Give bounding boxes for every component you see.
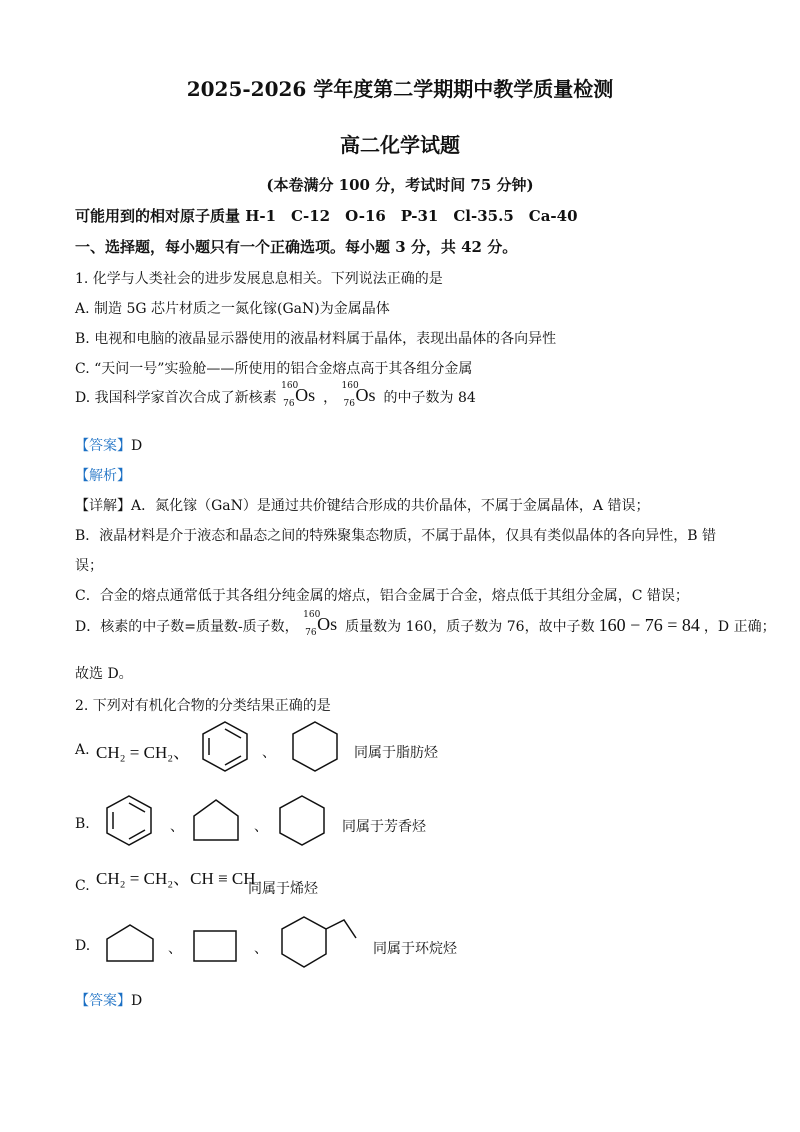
detail-d-suffix: ，D 正确； (703, 619, 776, 635)
section-heading: 一、选择题，每小题只有一个正确选项。每小题 3 分，共 42 分。 (75, 238, 518, 256)
detail-d-prefix: D．核素的中子数=质量数-质子数， (75, 619, 299, 635)
q2-option-d-separator: 、 (254, 941, 268, 957)
q2-option-d-separator: 、 (168, 941, 182, 957)
q2-option-c-label: C. (75, 878, 90, 894)
exam-subject: 高二化学试题 (340, 133, 460, 157)
answer-value: D (131, 993, 143, 1009)
benzene-structure (103, 793, 155, 847)
q1-option-c: C. “天问一号”实验舱——所使用的铝合金熔点高于其各组分金属 (75, 361, 473, 377)
alkene-alkyne-formulas: CH₂ = CH₂、CH ≡ CH (96, 869, 256, 888)
atomic-masses: 可能用到的相对原子质量 H-1 C-12 O-16 P-31 Cl-35.5 Ca-40 (75, 207, 578, 225)
q1-option-d-prefix: D. 我国科学家首次合成了新核素 (75, 390, 277, 406)
q1-detail-a (75, 495, 649, 515)
q1-option-d (75, 381, 476, 411)
nuclide-mass: 160 (303, 610, 321, 620)
q2-option-a-text: 同属于脂肪烃 (354, 745, 438, 761)
detail-a-text: A．氮化镓（GaN）是通过共价键结合形成的共价晶体，不属于金属晶体，A 错误； (131, 498, 650, 514)
q2-option-b-text: 同属于芳香烃 (342, 819, 426, 835)
cyclohexane-structure (289, 719, 341, 773)
ethene-formula: CH₂ = CH₂、 (96, 743, 191, 762)
analysis-label: 【解析】 (75, 468, 131, 484)
answer-label: 【答案】 (75, 438, 131, 454)
cyclopentane-structure (192, 797, 242, 843)
nuclide-symbol: Os (317, 614, 338, 634)
nuclide-number: 76 (343, 399, 355, 409)
q1-conclusion: 故选 D。 (75, 666, 133, 682)
nuclide-mass: 160 (341, 381, 359, 391)
q2-option-b-separator: 、 (254, 819, 268, 835)
q2-answer (75, 990, 142, 1010)
q2-stem: 2. 下列对有机化合物的分类结果正确的是 (75, 698, 331, 714)
q2-option-c-text: 同属于烯烃 (248, 881, 318, 897)
nuclide-os (303, 610, 345, 640)
nuclide-symbol: Os (295, 385, 316, 405)
neutron-equation: 160 − 76 = 84 (598, 615, 700, 635)
q2-option-d-label: D. (75, 938, 91, 954)
nuclide-number: 76 (283, 399, 295, 409)
q1-option-d-separator: ， (323, 390, 338, 406)
q2-option-a-separator: 、 (262, 745, 276, 761)
q1-option-a: A. 制造 5G 芯片材质之一氮化镓(GaN)为金属晶体 (75, 301, 390, 317)
cyclohexane-structure (276, 793, 328, 847)
q1-answer (75, 435, 142, 455)
q2-option-b-separator: 、 (170, 819, 184, 835)
q2-option-b-label: B. (75, 816, 90, 832)
cyclobutane-structure (192, 929, 238, 965)
nuclide-os (281, 381, 323, 411)
q1-option-d-suffix: 的中子数为 84 (383, 390, 476, 406)
nuclide-number: 76 (305, 628, 317, 638)
cyclopentane-structure (106, 922, 156, 964)
q1-detail-d (75, 610, 776, 640)
q2-option-d-text: 同属于环烷烃 (373, 941, 457, 957)
ethylcyclohexane-structure (280, 914, 360, 970)
q1-detail-c: C．合金的熔点通常低于其各组分纯金属的熔点，铝合金属于合金，熔点低于其组分金属，C 错误； (75, 588, 689, 604)
exam-title: 2025-2026 学年度第二学期期中教学质量检测 (186, 77, 614, 101)
q1-detail-b-line1: B．液晶材料是介于液态和晶态之间的特殊聚集态物质，不属于晶体，仅具有类似晶体的各向异性，B 错 (75, 528, 717, 544)
detail-d-mid: 质量数为 160，质子数为 76，故中子数 (345, 619, 595, 635)
nuclide-os (341, 381, 384, 411)
nuclide-mass: 160 (281, 381, 299, 391)
q1-option-b: B. 电视和电脑的液晶显示器使用的液晶材料属于晶体，表现出晶体的各向异性 (75, 331, 557, 347)
benzene-structure (199, 719, 251, 773)
answer-value: D (131, 438, 143, 454)
detail-label: 【详解】 (75, 498, 131, 514)
exam-info: (本卷满分 100 分，考试时间 75 分钟) (266, 176, 534, 194)
nuclide-symbol: Os (355, 385, 376, 405)
q1-detail-b-line2: 误； (75, 558, 103, 574)
answer-label: 【答案】 (75, 993, 131, 1009)
q1-stem: 1. 化学与人类社会的进步发展息息相关。下列说法正确的是 (75, 271, 443, 287)
q2-option-a-label: A. (75, 742, 90, 758)
